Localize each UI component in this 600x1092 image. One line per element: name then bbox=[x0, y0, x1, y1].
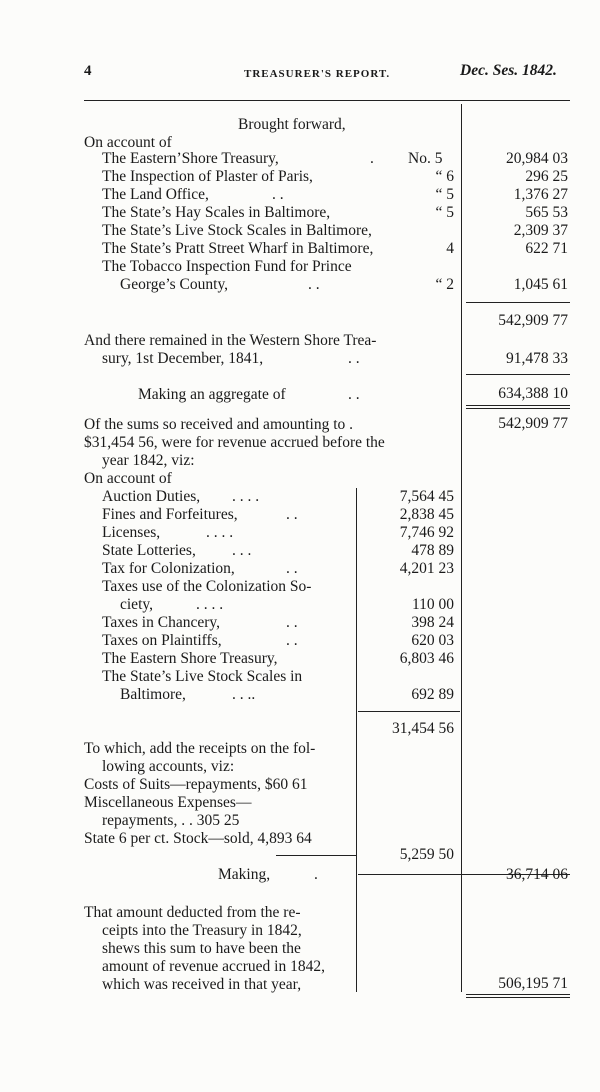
list-item-label: The State’s Live Stock Scales in bbox=[102, 668, 303, 685]
leader-dots: . bbox=[314, 866, 318, 883]
list-item-label: Taxes in Chancery, bbox=[102, 614, 220, 631]
list-item-label: The Eastern’Shore Treasury, bbox=[102, 150, 279, 167]
aggregate-amount: 634,388 10 bbox=[498, 385, 568, 402]
additional-receipts-line-1: To which, add the receipts on the fol- bbox=[84, 740, 316, 757]
leader-dots: . bbox=[370, 150, 374, 167]
sums-received-line-3: year 1842, viz: bbox=[102, 452, 195, 469]
list-item-amount: 398 24 bbox=[411, 614, 454, 631]
western-shore-line-1: And there remained in the Western Shore Trea- bbox=[84, 332, 377, 349]
list-item-number: 4 bbox=[446, 240, 454, 257]
list-item-label: The Tobacco Inspection Fund for Prince bbox=[102, 258, 352, 275]
list-item-label: Licenses, bbox=[102, 524, 161, 541]
subtotal-rule-2 bbox=[358, 711, 460, 712]
subtotal-amount-2: 31,454 56 bbox=[392, 720, 454, 737]
list-item-amount: 620 03 bbox=[411, 632, 454, 649]
list-item-label: Tax for Colonization, bbox=[102, 560, 235, 577]
page-number: 4 bbox=[84, 63, 92, 79]
list-item-number: “ 5 bbox=[435, 186, 454, 203]
list-item-number: “ 5 bbox=[435, 204, 454, 221]
final-rule bbox=[466, 994, 570, 995]
list-item-label: Taxes use of the Colonization So- bbox=[102, 578, 312, 595]
list-item-amount: 478 89 bbox=[411, 542, 454, 559]
list-item-label: The Inspection of Plaster of Paris, bbox=[102, 168, 313, 185]
western-shore-amount: 91,478 33 bbox=[506, 350, 568, 367]
leader-dots: . . bbox=[348, 386, 360, 403]
sums-received-line-2: $31,454 56, were for revenue accrued before the bbox=[84, 434, 385, 451]
session-date: Dec. Ses. 1842. bbox=[460, 62, 557, 79]
aggregate-label: Making an aggregate of bbox=[138, 386, 286, 403]
list-item-amount: 296 25 bbox=[525, 168, 568, 185]
sums-received-amount: 542,909 77 bbox=[498, 415, 568, 432]
list-item-amount: 110 00 bbox=[411, 596, 454, 613]
misc-expenses-line: Miscellaneous Expenses— bbox=[84, 794, 252, 811]
misc-repayments-line: repayments, . . 305 25 bbox=[102, 812, 240, 829]
sums-received-line-1: Of the sums so received and amounting to . bbox=[84, 416, 354, 433]
list-item-label: ciety, bbox=[120, 596, 153, 613]
aggregate-rule-bottom bbox=[466, 405, 570, 406]
brought-forward-label: Brought forward, bbox=[238, 116, 346, 133]
final-line-5: which was received in that year, bbox=[102, 976, 302, 993]
final-amount: 506,195 71 bbox=[498, 975, 568, 992]
leader-dots: . . bbox=[272, 186, 284, 203]
subtotal-rule bbox=[466, 302, 570, 303]
leader-dots: . . . bbox=[232, 542, 252, 559]
additional-amount: 5,259 50 bbox=[399, 846, 454, 863]
final-line-2: ceipts into the Treasury in 1842, bbox=[102, 922, 302, 939]
list-item-amount: 2,838 45 bbox=[399, 506, 454, 523]
leader-dots: . . bbox=[348, 350, 360, 367]
subtotal-amount: 542,909 77 bbox=[498, 312, 568, 329]
list-item-amount: 2,309 37 bbox=[513, 222, 568, 239]
additional-rule bbox=[276, 855, 356, 856]
list-item-label: The State’s Hay Scales in Baltimore, bbox=[102, 204, 331, 221]
list-item-label: Fines and Forfeitures, bbox=[102, 506, 238, 523]
column-rule-right bbox=[461, 104, 462, 992]
list-item-amount: 4,201 23 bbox=[399, 560, 454, 577]
list-item-amount: 565 53 bbox=[525, 204, 568, 221]
on-account-label: On account of bbox=[84, 134, 172, 151]
leader-dots: . . bbox=[286, 614, 298, 631]
list-item-amount: 7,564 45 bbox=[399, 488, 454, 505]
state-stock-line: State 6 per ct. Stock—sold, 4,893 64 bbox=[84, 830, 312, 847]
leader-dots: . . bbox=[286, 632, 298, 649]
leader-dots: . . bbox=[286, 560, 298, 577]
list-item-amount: 692 89 bbox=[411, 686, 454, 703]
list-item-label: State Lotteries, bbox=[102, 542, 196, 559]
list-item-label: Taxes on Plaintiffs, bbox=[102, 632, 222, 649]
list-item-number: No. 5 bbox=[408, 150, 443, 167]
list-item-label: Baltimore, bbox=[120, 686, 186, 703]
running-title: TREASURER'S REPORT. bbox=[244, 68, 391, 80]
leader-dots: . . bbox=[308, 276, 320, 293]
leader-dots: . . . . bbox=[206, 524, 234, 541]
list-item-amount: 1,045 61 bbox=[513, 276, 568, 293]
list-item-amount: 20,984 03 bbox=[506, 150, 568, 167]
making-label: Making, bbox=[218, 866, 271, 883]
list-item-amount: 6,803 46 bbox=[399, 650, 454, 667]
list-item-label: The State’s Live Stock Scales in Baltimore, bbox=[102, 222, 372, 239]
list-item-label: Auction Duties, bbox=[102, 488, 201, 505]
final-line-3: shews this sum to have been the bbox=[102, 940, 301, 957]
additional-receipts-line-2: lowing accounts, viz: bbox=[102, 758, 235, 775]
leader-dots: . . .. bbox=[232, 686, 256, 703]
list-item-amount: 622 71 bbox=[525, 240, 568, 257]
costs-of-suits-line: Costs of Suits—repayments, $60 61 bbox=[84, 776, 308, 793]
final-rule-2 bbox=[466, 997, 570, 998]
aggregate-rule-top bbox=[466, 374, 570, 375]
final-line-4: amount of revenue accrued in 1842, bbox=[102, 958, 325, 975]
list-item-amount: 7,746 92 bbox=[399, 524, 454, 541]
leader-dots: . . . . bbox=[196, 596, 224, 613]
list-item-label: George’s County, bbox=[120, 276, 229, 293]
leader-dots: . . bbox=[286, 506, 298, 523]
list-item-amount: 1,376 27 bbox=[513, 186, 568, 203]
list-item-number: “ 2 bbox=[435, 276, 454, 293]
column-rule-middle bbox=[356, 488, 357, 992]
making-amount: 36,714 06 bbox=[506, 866, 568, 883]
on-account-label-2: On account of bbox=[84, 470, 172, 487]
list-item-label: The State’s Pratt Street Wharf in Baltimore, bbox=[102, 240, 374, 257]
aggregate-rule-bottom-2 bbox=[466, 408, 570, 409]
list-item-label: The Land Office, bbox=[102, 186, 209, 203]
leader-dots: . . . . bbox=[232, 488, 260, 505]
final-line-1: That amount deducted from the re- bbox=[84, 904, 301, 921]
western-shore-line-2: sury, 1st December, 1841, bbox=[102, 350, 264, 367]
header-rule bbox=[84, 100, 570, 101]
list-item-number: “ 6 bbox=[435, 168, 454, 185]
list-item-label: The Eastern Shore Treasury, bbox=[102, 650, 278, 667]
